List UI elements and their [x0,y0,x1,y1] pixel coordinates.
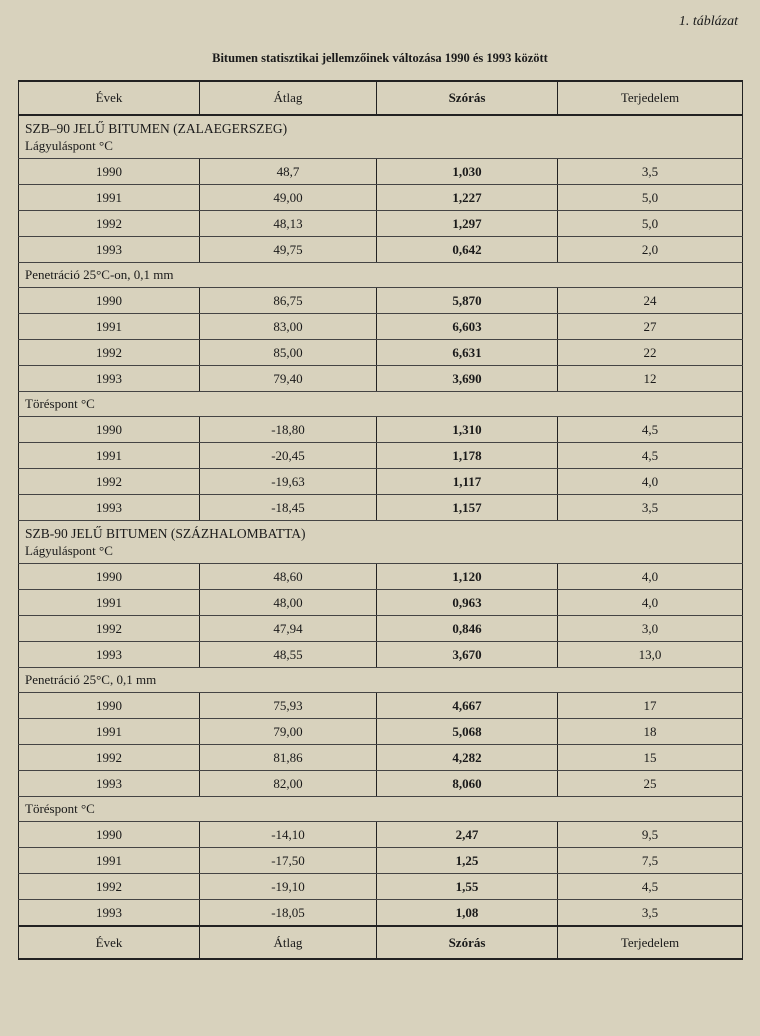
cell-range: 15 [558,745,743,771]
table-row [19,314,743,340]
cell-stddev: 5,870 [377,288,558,314]
footer-range: Terjedelem [558,926,743,959]
cell-stddev: 0,846 [377,616,558,642]
cell-stddev: 1,55 [377,874,558,900]
footer-mean: Átlag [200,926,377,959]
table-row [19,642,743,668]
group-label-row [19,521,743,564]
cell-year: 1993 [19,495,200,521]
group-label-row [19,115,743,159]
header-row [19,81,743,115]
cell-year: 1991 [19,443,200,469]
header-mean: Átlag [200,81,377,115]
table-row [19,340,743,366]
cell-range: 4,0 [558,564,743,590]
cell-year: 1992 [19,745,200,771]
cell-mean: 49,75 [200,237,377,263]
cell-stddev: 4,667 [377,693,558,719]
cell-year: 1992 [19,469,200,495]
cell-mean: -17,50 [200,848,377,874]
cell-stddev: 1,117 [377,469,558,495]
cell-year: 1991 [19,719,200,745]
footer-row [19,926,743,959]
section-heading-cell [19,521,743,564]
table-row [19,288,743,314]
cell-stddev: 5,068 [377,719,558,745]
cell-year: 1992 [19,211,200,237]
cell-mean: 48,7 [200,159,377,185]
footer-years: Évek [19,926,200,959]
cell-stddev: 3,670 [377,642,558,668]
cell-year: 1990 [19,159,200,185]
group-label-row [19,797,743,822]
table-row [19,771,743,797]
cell-mean: 48,55 [200,642,377,668]
table-title: Bitumen statisztikai jellemzőinek változása 1990 és 1993 között [212,51,548,65]
cell-mean: 48,00 [200,590,377,616]
cell-mean: 79,00 [200,719,377,745]
cell-range: 13,0 [558,642,743,668]
cell-year: 1990 [19,564,200,590]
cell-mean: 86,75 [200,288,377,314]
cell-year: 1993 [19,900,200,927]
cell-mean: 83,00 [200,314,377,340]
cell-year: 1990 [19,417,200,443]
cell-stddev: 3,690 [377,366,558,392]
cell-year: 1993 [19,237,200,263]
cell-year: 1990 [19,693,200,719]
cell-range: 18 [558,719,743,745]
cell-stddev: 1,25 [377,848,558,874]
cell-range: 5,0 [558,185,743,211]
table-row [19,745,743,771]
cell-mean: 48,13 [200,211,377,237]
cell-range: 24 [558,288,743,314]
table-row [19,822,743,848]
cell-stddev: 6,603 [377,314,558,340]
cell-mean: -18,80 [200,417,377,443]
cell-range: 25 [558,771,743,797]
cell-stddev: 1,178 [377,443,558,469]
cell-range: 3,5 [558,495,743,521]
cell-mean: -14,10 [200,822,377,848]
cell-stddev: 1,08 [377,900,558,927]
table-number: 1. táblázat [678,14,738,29]
header-range: Terjedelem [558,81,743,115]
cell-range: 4,5 [558,417,743,443]
cell-year: 1993 [19,642,200,668]
cell-mean: 75,93 [200,693,377,719]
table-row [19,237,743,263]
table-row [19,366,743,392]
cell-mean: 82,00 [200,771,377,797]
cell-year: 1991 [19,848,200,874]
table-row [19,719,743,745]
cell-year: 1993 [19,771,200,797]
cell-stddev: 4,282 [377,745,558,771]
cell-range: 4,5 [558,874,743,900]
parameter-label: Lágyuláspont °C [25,543,113,558]
table-row [19,185,743,211]
table-row [19,159,743,185]
parameter-label: Penetráció 25°C, 0,1 mm [19,668,743,693]
cell-range: 2,0 [558,237,743,263]
cell-stddev: 6,631 [377,340,558,366]
cell-stddev: 1,120 [377,564,558,590]
cell-year: 1991 [19,590,200,616]
cell-stddev: 8,060 [377,771,558,797]
statistics-table [18,80,743,960]
cell-mean: 49,00 [200,185,377,211]
cell-stddev: 1,297 [377,211,558,237]
table-row [19,874,743,900]
cell-range: 22 [558,340,743,366]
cell-range: 17 [558,693,743,719]
cell-mean: 85,00 [200,340,377,366]
cell-mean: -19,63 [200,469,377,495]
cell-year: 1991 [19,185,200,211]
cell-year: 1990 [19,822,200,848]
cell-mean: 48,60 [200,564,377,590]
cell-mean: -18,45 [200,495,377,521]
cell-mean: -18,05 [200,900,377,927]
cell-stddev: 1,310 [377,417,558,443]
header-years: Évek [19,81,200,115]
cell-range: 7,5 [558,848,743,874]
cell-year: 1992 [19,340,200,366]
group-label-row [19,263,743,288]
header-stddev: Szórás [377,81,558,115]
table-row [19,417,743,443]
section-heading-cell [19,115,743,159]
group-label-row [19,668,743,693]
parameter-label: Penetráció 25°C-on, 0,1 mm [19,263,743,288]
parameter-label: Töréspont °C [19,392,743,417]
cell-year: 1993 [19,366,200,392]
cell-stddev: 1,030 [377,159,558,185]
table-row [19,900,743,927]
cell-range: 3,5 [558,159,743,185]
table-row [19,469,743,495]
cell-year: 1990 [19,288,200,314]
table-row [19,211,743,237]
cell-stddev: 0,963 [377,590,558,616]
parameter-label: Töréspont °C [19,797,743,822]
table-row [19,590,743,616]
group-label-row [19,392,743,417]
cell-range: 5,0 [558,211,743,237]
cell-range: 3,5 [558,900,743,927]
cell-range: 9,5 [558,822,743,848]
footer-stddev: Szórás [377,926,558,959]
cell-stddev: 1,157 [377,495,558,521]
parameter-label: Lágyuláspont °C [25,138,113,153]
table-row [19,495,743,521]
cell-mean: 81,86 [200,745,377,771]
cell-year: 1992 [19,874,200,900]
cell-mean: -20,45 [200,443,377,469]
table-row [19,693,743,719]
cell-range: 4,0 [558,469,743,495]
cell-range: 4,0 [558,590,743,616]
cell-stddev: 2,47 [377,822,558,848]
section-title: SZB-90 JELŰ BITUMEN (SZÁZHALOMBATTA) [25,526,306,541]
cell-range: 12 [558,366,743,392]
cell-mean: -19,10 [200,874,377,900]
cell-stddev: 1,227 [377,185,558,211]
table-row [19,564,743,590]
cell-mean: 79,40 [200,366,377,392]
section-title: SZB–90 JELŰ BITUMEN (ZALAEGERSZEG) [25,121,288,136]
table-row [19,616,743,642]
cell-range: 27 [558,314,743,340]
cell-year: 1991 [19,314,200,340]
table-row [19,848,743,874]
cell-year: 1992 [19,616,200,642]
table-row [19,443,743,469]
cell-mean: 47,94 [200,616,377,642]
cell-stddev: 0,642 [377,237,558,263]
cell-range: 3,0 [558,616,743,642]
cell-range: 4,5 [558,443,743,469]
